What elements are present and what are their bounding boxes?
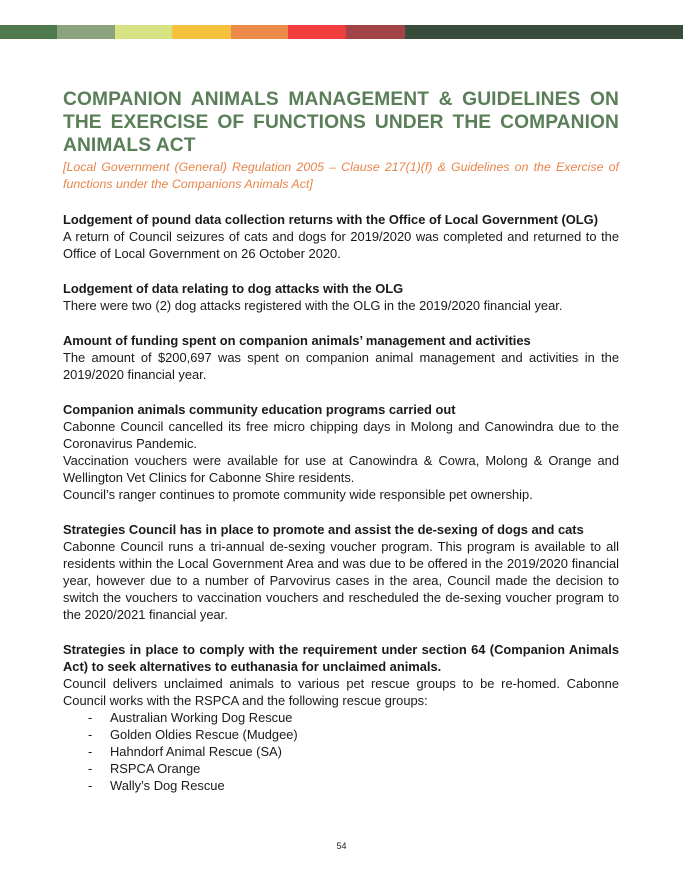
page-number: 54 (336, 841, 347, 851)
rescue-group-name: Australian Working Dog Rescue (110, 710, 293, 725)
header-color-band (0, 25, 683, 39)
list-item (88, 709, 619, 726)
band-segment (172, 25, 231, 39)
rescue-group-name: Golden Oldies Rescue (Mudgee) (110, 727, 298, 742)
rescue-group-list (63, 709, 619, 794)
regulation-reference: [Local Government (General) Regulation 2005 – Clause 217(1)(f) & Guidelines on the Exercise of functions under the Companions Animals Act] (63, 160, 619, 191)
section-heading: Companion animals community education programs carried out (63, 402, 456, 417)
section-paragraph: Council delivers unclaimed animals to various pet rescue groups to be re-homed. Cabonne Council works with the RSPCA and the following rescue groups: (63, 676, 619, 708)
bullet: - (88, 778, 93, 793)
section-paragraph: Cabonne Council cancelled its free micro chipping days in Molong and Canowindra due to the Coronavirus Pandemic. (63, 419, 619, 451)
bullet: - (88, 710, 93, 725)
section-heading: Amount of funding spent on companion animals’ management and activities (63, 333, 531, 348)
band-segment (57, 25, 115, 39)
list-item (88, 743, 619, 760)
section-heading: Strategies in place to comply with the requirement under section 64 (Companion Animals Act) to seek alternatives to euthanasia for unclaimed animals. (63, 642, 619, 674)
section-paragraph: A return of Council seizures of cats and dogs for 2019/2020 was completed and returned to the Office of Local Government on 26 October 2020. (63, 229, 619, 261)
section-heading: Strategies Council has in place to promote and assist the de-sexing of dogs and cats (63, 522, 584, 537)
section-paragraph: The amount of $200,697 was spent on companion animal management and activities in the 2019/2020 financial year. (63, 350, 619, 382)
band-segment (346, 25, 405, 39)
section-paragraph: Vaccination vouchers were available for use at Canowindra & Cowra, Molong & Orange and Wellington Vet Clinics for Cabonne Shire residents. (63, 453, 619, 485)
list-item (88, 726, 619, 743)
list-item (88, 777, 619, 794)
section-pound-data (63, 211, 619, 262)
band-segment (288, 25, 346, 39)
section-heading: Lodgement of pound data collection returns with the Office of Local Government (OLG) (63, 212, 598, 227)
section-education (63, 401, 619, 503)
bullet: - (88, 744, 93, 759)
section-paragraph: There were two (2) dog attacks registered with the OLG in the 2019/2020 financial year. (63, 298, 563, 313)
bullet: - (88, 727, 93, 742)
section-dog-attacks (63, 280, 619, 314)
section-desexing (63, 521, 619, 623)
rescue-group-name: Wally’s Dog Rescue (110, 778, 225, 793)
page-title: COMPANION ANIMALS MANAGEMENT & GUIDELINES ON THE EXERCISE OF FUNCTIONS UNDER THE COMPANION ANIMALS ACT (63, 89, 619, 156)
rescue-group-name: RSPCA Orange (110, 761, 201, 776)
bullet: - (88, 761, 93, 776)
band-segment (115, 25, 172, 39)
section-funding (63, 332, 619, 383)
section-euthanasia-alternatives (63, 641, 619, 794)
band-segment (0, 25, 57, 39)
section-heading: Lodgement of data relating to dog attacks with the OLG (63, 281, 404, 296)
page-content (63, 88, 619, 794)
band-segment (405, 25, 683, 39)
band-segment (231, 25, 288, 39)
section-paragraph: Council’s ranger continues to promote community wide responsible pet ownership. (63, 487, 533, 502)
list-item (88, 760, 619, 777)
rescue-group-name: Hahndorf Animal Rescue (SA) (110, 744, 282, 759)
section-paragraph: Cabonne Council runs a tri-annual de-sexing voucher program. This program is available to all residents within the Local Government Area and was due to be offered in the 2019/2020 financial year, however due to a number of Parvovirus cases in the area, Council made the decision to switch the vouchers to vaccination vouchers and rescheduled the de-sexing voucher program to the 2020/2021 financial year. (63, 539, 619, 622)
